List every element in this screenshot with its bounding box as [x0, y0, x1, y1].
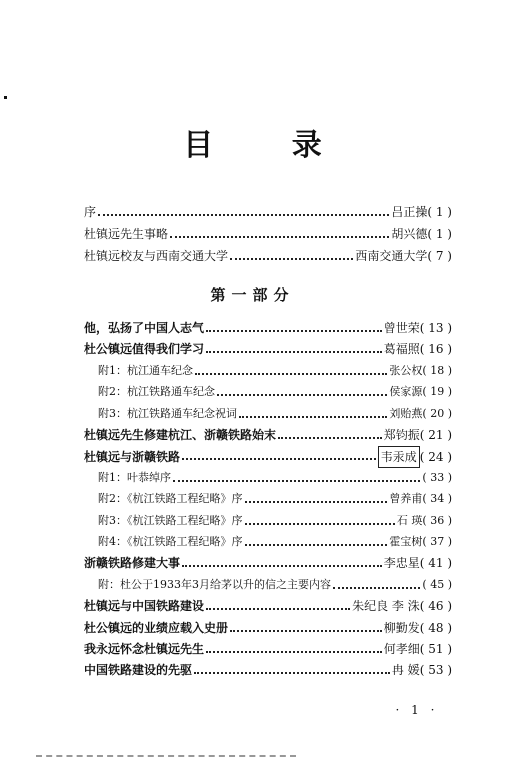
- entry-page: ( 16 ): [419, 342, 452, 356]
- entry-author: 胡兴德: [391, 227, 428, 241]
- entry-author: 吕正操: [391, 205, 428, 219]
- toc-entry: [84, 318, 452, 338]
- entry-title: 杜镇远校友与西南交通大学: [84, 249, 229, 263]
- entry-title: 中国铁路建设的先驱: [84, 663, 193, 677]
- dot-leader: [333, 587, 420, 589]
- entry-title: 杜镇远先生事略: [84, 227, 169, 241]
- entry-author: 葛福照: [383, 342, 420, 356]
- entry-page: ( 53 ): [419, 663, 452, 677]
- entry-page: ( 1 ): [427, 227, 452, 241]
- entry-page: ( 46 ): [419, 599, 452, 613]
- toc-entry: [84, 425, 452, 445]
- entry-page: ( 24 ): [419, 450, 452, 464]
- entry-title: 附2：《杭江铁路工程纪略》序: [98, 492, 243, 505]
- entry-title: 他，弘扬了中国人志气: [84, 321, 205, 335]
- entry-title: 附3：杭江铁路通车纪念祝词: [98, 407, 237, 420]
- dot-leader: [173, 480, 420, 482]
- entry-page: ( 48 ): [419, 621, 452, 635]
- dot-leader: [195, 373, 387, 375]
- entry-author: 张公权: [389, 364, 423, 377]
- toc-subentry: [98, 382, 452, 402]
- entry-author: 刘贻燕: [389, 407, 423, 420]
- entry-author: 石 瑛: [396, 514, 423, 527]
- toc-subentry: [98, 468, 452, 488]
- toc-subentry: [98, 489, 452, 509]
- entry-title: 杜镇远与中国铁路建设: [84, 599, 205, 613]
- toc-entry: [84, 446, 452, 466]
- entry-title: 附：杜公于1933年3月给茅以升的信之主要内容: [98, 578, 331, 591]
- toc-entry: [84, 660, 452, 680]
- entry-title: 杜公镇远值得我们学习: [84, 342, 205, 356]
- entry-author: 侯家源: [389, 385, 423, 398]
- entry-title: 我永远怀念杜镇远先生: [84, 642, 205, 656]
- entry-title: 附1：杭江通车纪念: [98, 364, 193, 377]
- entry-page: ( 20 ): [422, 407, 452, 420]
- entry-author: 西南交通大学: [355, 249, 428, 263]
- dot-leader: [230, 258, 353, 260]
- entry-page: ( 41 ): [419, 556, 452, 570]
- entry-title: 附4：《杭江铁路工程纪略》序: [98, 535, 243, 548]
- entry-page: ( 13 ): [419, 321, 452, 335]
- dot-leader: [206, 330, 382, 332]
- entry-author: 韦汞成: [378, 446, 420, 468]
- toc-subentry: [98, 575, 452, 595]
- toc-entry: [84, 224, 452, 244]
- entry-page: ( 36 ): [422, 514, 452, 527]
- toc-entry: [84, 618, 452, 638]
- entry-author: 李忠星: [383, 556, 420, 570]
- entry-page: ( 19 ): [422, 385, 452, 398]
- page-title: 目 录: [183, 128, 356, 163]
- entry-author: 朱纪良 李 洙: [352, 599, 420, 613]
- entry-author: 曾养甫: [389, 492, 423, 505]
- dot-leader: [245, 501, 388, 503]
- entry-page: ( 21 ): [419, 428, 452, 442]
- dot-leader: [194, 672, 390, 674]
- toc-subentry: [98, 532, 452, 552]
- toc-entry: [84, 596, 452, 616]
- entry-author: 冉 媛: [391, 663, 420, 677]
- entry-title: 杜镇远与浙赣铁路: [84, 450, 181, 464]
- entry-author: 何孝细: [383, 642, 420, 656]
- entry-page: ( 18 ): [422, 364, 452, 377]
- dot-leader: [206, 651, 382, 653]
- dot-leader: [245, 523, 395, 525]
- dot-leader: [206, 351, 382, 353]
- dot-leader: [182, 458, 376, 460]
- section-title: 第一部分: [210, 286, 295, 304]
- scan-mark: [4, 96, 7, 99]
- dot-leader: [206, 608, 350, 610]
- dot-leader: [239, 416, 387, 418]
- entry-title: 附1：叶恭绰序: [98, 471, 171, 484]
- dot-leader: [245, 544, 388, 546]
- toc-subentry: [98, 361, 452, 381]
- entry-title: 附3：《杭江铁路工程纪略》序: [98, 514, 243, 527]
- entry-page: ( 45 ): [422, 578, 452, 591]
- entry-page: ( 51 ): [419, 642, 452, 656]
- toc-entry: [84, 553, 452, 573]
- dot-leader: [182, 565, 382, 567]
- dot-leader: [170, 236, 389, 238]
- dot-leader: [230, 630, 382, 632]
- entry-author: 柳勤发: [383, 621, 420, 635]
- entry-title: 序: [84, 205, 97, 219]
- dot-leader: [278, 437, 382, 439]
- entry-page: ( 1 ): [427, 205, 452, 219]
- dot-leader: [217, 394, 387, 396]
- toc-subentry: [98, 404, 452, 424]
- entry-title: 杜公镇远的业绩应载入史册: [84, 621, 229, 635]
- toc-entry: [84, 639, 452, 659]
- toc-entry: [84, 202, 452, 222]
- entry-title: 附2：杭江铁路通车纪念: [98, 385, 215, 398]
- entry-author: 曾世荣: [383, 321, 420, 335]
- toc-entry: [84, 339, 452, 359]
- entry-page: ( 7 ): [427, 249, 452, 263]
- entry-page: ( 37 ): [422, 535, 452, 548]
- scan-noise: [36, 752, 296, 757]
- entry-page: ( 34 ): [422, 492, 452, 505]
- entry-page: ( 33 ): [422, 471, 452, 484]
- entry-title: 浙赣铁路修建大事: [84, 556, 181, 570]
- entry-title: 杜镇远先生修建杭江、浙赣铁路始末: [84, 428, 277, 442]
- entry-author: 霍宝树: [389, 535, 423, 548]
- toc-entry: [84, 246, 452, 266]
- toc-subentry: [98, 511, 452, 531]
- page-number: · 1 ·: [395, 703, 439, 717]
- entry-author: 郑钧振: [383, 428, 420, 442]
- dot-leader: [98, 214, 389, 216]
